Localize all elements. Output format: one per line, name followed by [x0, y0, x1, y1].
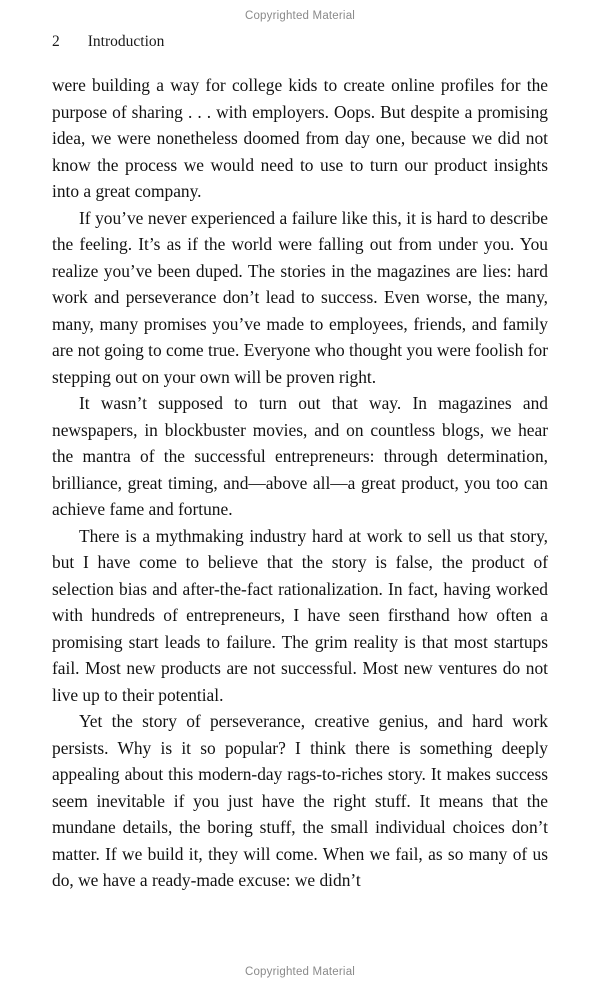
paragraph: It wasn’t supposed to turn out that way. In magazines and newspapers, in blockbuster movies, and on countless blogs, we hear the mantra of the successful entrepreneurs: through determination, brilliance, great timing, and—above all—a great product, you too can achieve fame and fortune. [52, 393, 548, 519]
page-header [52, 33, 164, 51]
paragraph: were building a way for college kids to create online profiles for the purpose of sharing . . . with employers. Oops. But despite a promising idea, we were nonetheless doomed from day one, because we did not know the process we would need to use to turn our product insights into a great company. [52, 75, 548, 201]
body-text [52, 72, 548, 894]
paragraph: There is a mythmaking industry hard at work to sell us that story, but I have come to believe that the story is false, the product of selection bias and after-the-fact rationalization. In fact, having worked with hundreds of entrepreneurs, I have seen firsthand how often a promising start leads to failure. The grim reality is that most startups fail. Most new products are not successful. Most new ventures do not live up to their potential. [52, 525, 548, 705]
paragraph: If you’ve never experienced a failure like this, it is hard to describe the feeling. It’s as if the world were falling out from under you. You realize you’ve been duped. The stories in the magazines are lies: hard work and perseverance don’t lead to success. Even worse, the many, many, many promises you’ve made to employees, friends, and family are not going to come true. Everyone who thought you were foolish for stepping out on your own will be proven right. [52, 207, 548, 387]
copyright-notice-bottom: Copyrighted Material [244, 966, 356, 978]
paragraph: Yet the story of perseverance, creative genius, and hard work persists. Why is it so popular? I think there is something deeply appealing about this modern-day rags-to-riches story. It makes success seem inevitable if you just have the right stuff. It means that the mundane details, the boring stuff, the small individual choices don’t matter. If we build it, they will come. When we fail, as so many of us do, we have a ready-made excuse: we didn’t [52, 711, 548, 890]
chapter-title: Introduction [87, 33, 165, 50]
page-number: 2 [52, 33, 60, 50]
copyright-notice-top: Copyrighted Material [244, 10, 356, 22]
